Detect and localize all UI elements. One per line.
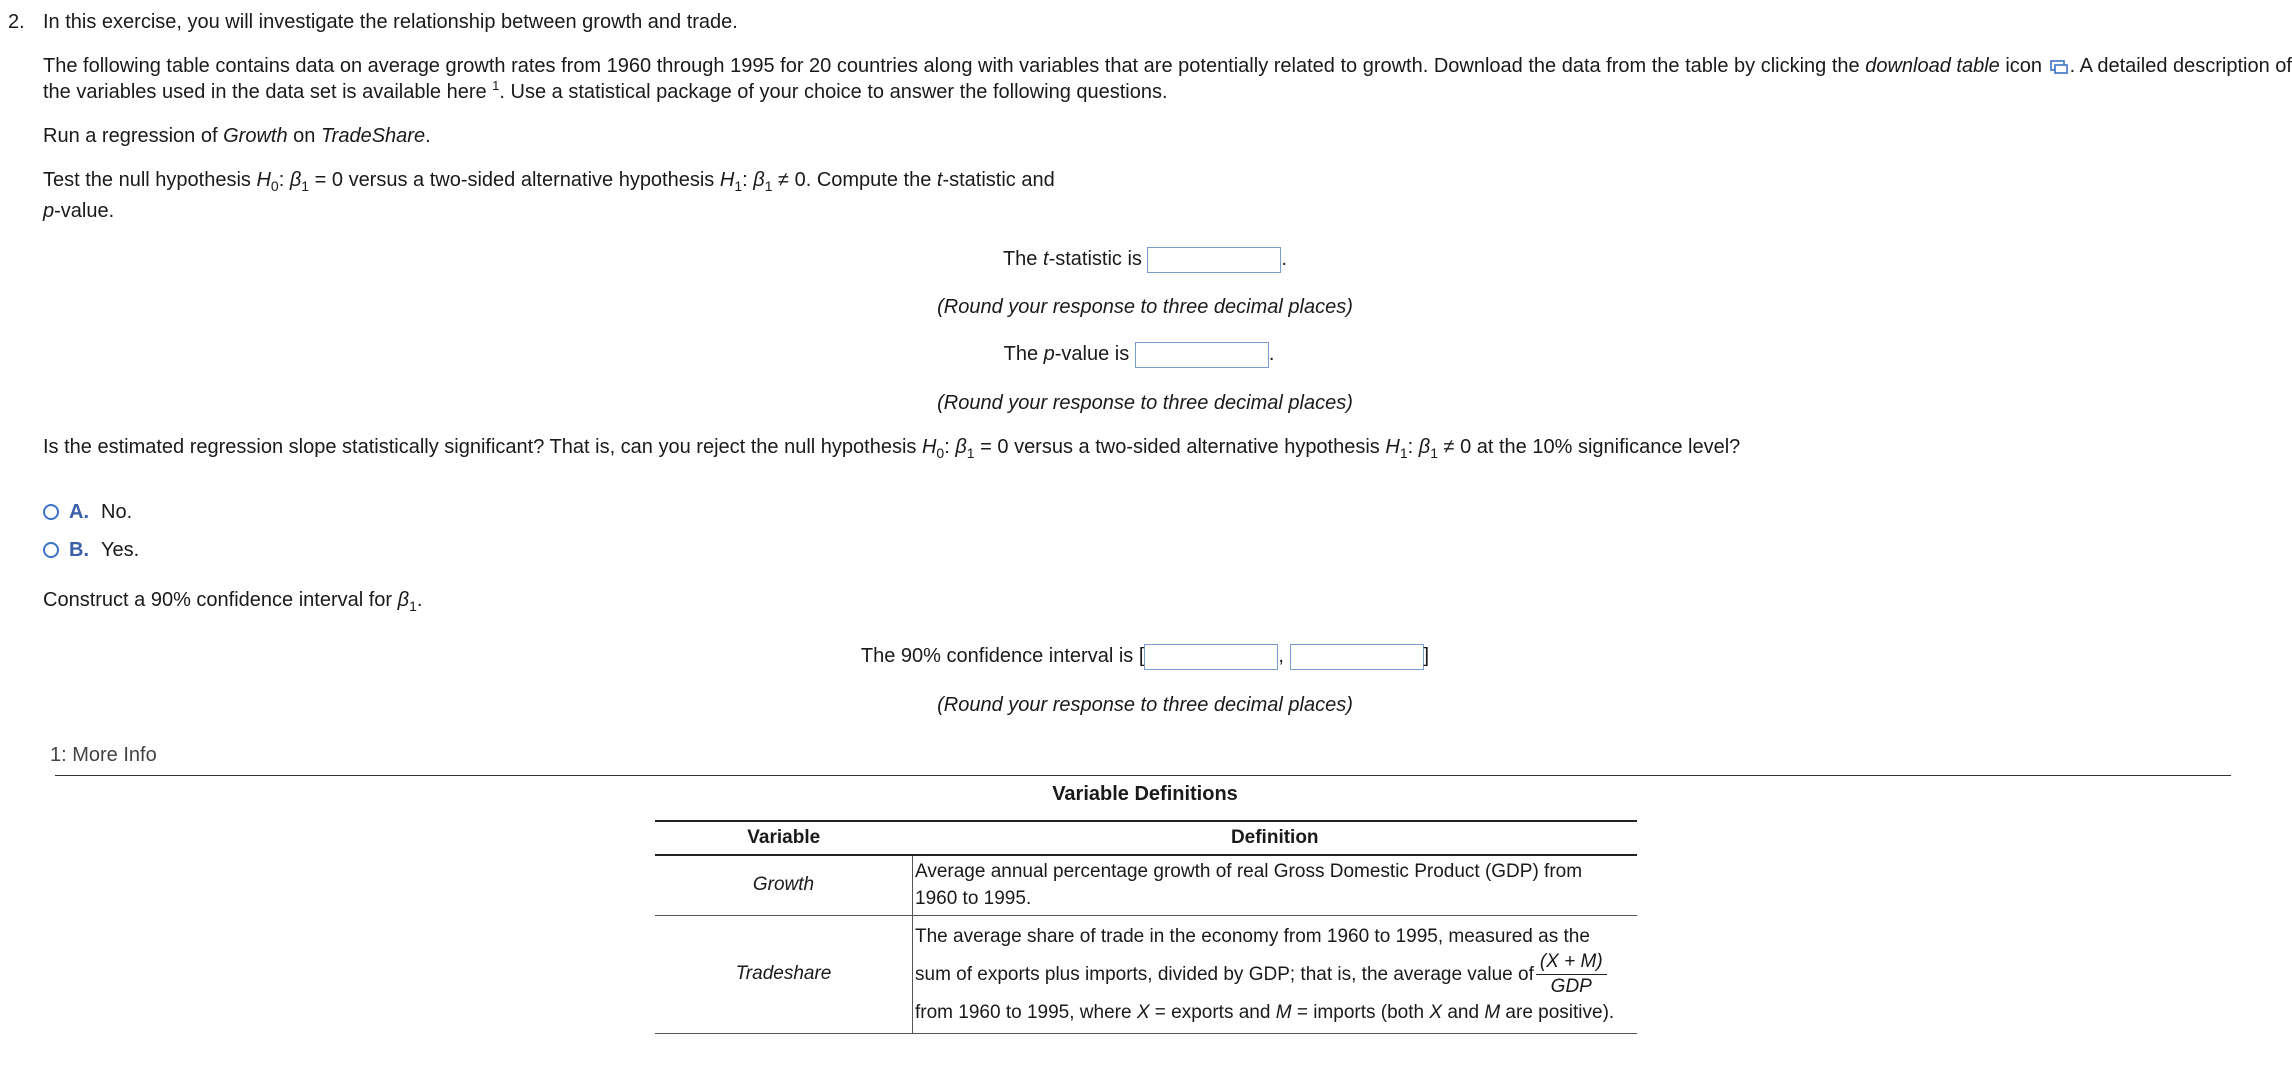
variable-tradeshare: Tradeshare: [655, 915, 913, 1033]
question-number: 2.: [8, 11, 25, 33]
variable-growth: Growth: [655, 855, 913, 915]
test-hypothesis-text: Test the null hypothesis $H_0$: $\beta_1 = 0$ versus a two-sided alternative hypothesis $H_1$: $\beta_1 \ne 0$. Compute the t-statistic and: [43, 169, 1055, 194]
more-info-divider: [55, 775, 2231, 776]
download-table-icon[interactable]: [2050, 60, 2068, 74]
ci-row: The 90% confidence interval is [ , ]: [0, 643, 2290, 670]
trade-fraction: $\frac{(X + M)}{\text{GDP}}$: [1536, 950, 1607, 999]
table-title: Variable Definitions: [1052, 783, 1238, 805]
more-info-label: 1: More Info: [50, 744, 157, 766]
table-row: [655, 915, 1637, 1033]
question-intro: In this exercise, you will investigate the relationship between growth and trade.: [43, 11, 738, 33]
tstat-row: The t-statistic is .: [0, 246, 2290, 273]
option-a-radio[interactable]: [43, 504, 59, 520]
ci-prompt: Construct a 90% confidence interval for $\beta_1$.: [43, 589, 423, 614]
significance-question: Is the estimated regression slope statistically significant? That is, can you reject the null hypothesis $H_0$: $\beta_1 = 0$ versus a two-sided alternative hypothesis $H_1$: $\beta_1 \ne 0$ at the 10% significance level?: [43, 436, 1741, 461]
round-note-2: (Round your response to three decimal places): [937, 392, 1353, 414]
download-table-text: download table: [1865, 55, 2000, 77]
pvalue-text: p-value.: [43, 200, 115, 222]
table-header-row: [655, 821, 1637, 855]
instructions-line-2: the variables used in the data set is available here $^1$. Use a statistical package of your choice to answer the following questions.: [43, 78, 1168, 103]
option-a[interactable]: A. No.: [43, 500, 132, 524]
definition-growth: Average annual percentage growth of real Gross Domestic Product (GDP) from 1960 to 1995.: [913, 855, 1638, 915]
pvalue-input[interactable]: [1135, 342, 1269, 368]
tstat-input[interactable]: [1147, 247, 1281, 273]
option-b-radio[interactable]: [43, 542, 59, 558]
pvalue-row: The p-value is .: [0, 341, 2284, 368]
header-definition: Definition: [913, 821, 1638, 855]
variable-definitions-table: [655, 820, 1637, 1034]
header-variable: Variable: [655, 821, 913, 855]
option-b[interactable]: B. Yes.: [43, 538, 139, 562]
ci-lower-input[interactable]: [1144, 644, 1278, 670]
more-info-link[interactable]: 1: [492, 78, 500, 93]
definition-tradeshare: The average share of trade in the economy from 1960 to 1995, measured as the sum of exports plus imports, divided by GDP; that is, the average value of $\frac{(X + M)}{\text{GDP}}$ from 1960 to 1995, where X = exports and M = imports (both X and M are positive).: [913, 915, 1638, 1033]
instructions-line-1: The following table contains data on average growth rates from 1960 through 1995 for 20 countries along with variables that are potentially related to growth. Download the data from the table by clicking the download table icon . A detailed description of: [43, 55, 2292, 77]
table-row: [655, 855, 1637, 915]
ci-upper-input[interactable]: [1290, 644, 1424, 670]
round-note-1: (Round your response to three decimal places): [937, 296, 1353, 318]
run-regression-text: Run a regression of Growth on TradeShare.: [43, 125, 431, 147]
round-note-3: (Round your response to three decimal places): [937, 694, 1353, 716]
